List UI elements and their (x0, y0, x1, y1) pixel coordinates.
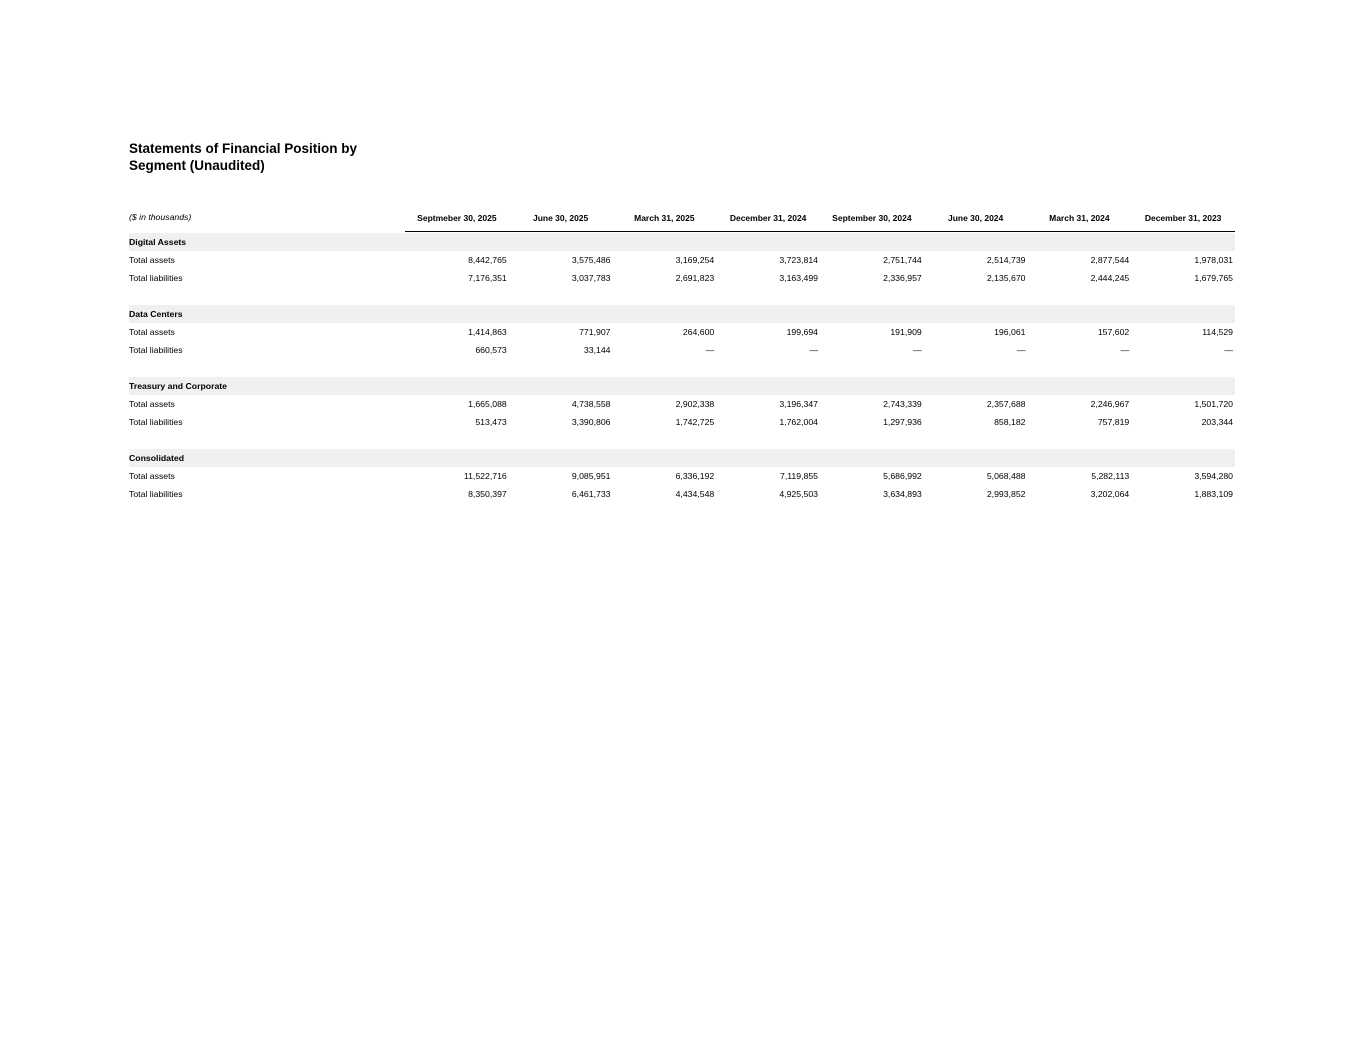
section-spacer (129, 359, 1235, 377)
table-cell: 4,434,548 (675, 489, 715, 499)
table-cell: 8,442,765 (468, 255, 507, 265)
column-header: March 31, 2024 (1049, 212, 1110, 223)
section-spacer (129, 287, 1235, 305)
table-cell: 2,357,688 (986, 399, 1026, 409)
table-cell: 199,694 (786, 327, 818, 337)
table-cell: 3,723,814 (779, 255, 818, 265)
section-header-row (129, 305, 1235, 323)
table-cell: 4,925,503 (779, 489, 818, 499)
section-title: Digital Assets (129, 237, 187, 247)
table-cell: — (913, 345, 922, 355)
section-title: Consolidated (129, 453, 185, 463)
table-cell: 7,176,351 (468, 273, 507, 283)
table-header-row (129, 205, 1235, 229)
table-cell: 203,344 (1201, 417, 1233, 427)
table-cell: 3,202,064 (1090, 489, 1130, 499)
table-cell: 4,738,558 (571, 399, 611, 409)
row-label: Total liabilities (129, 417, 183, 427)
table-cell: 264,600 (682, 327, 715, 337)
table-cell: 2,514,739 (986, 255, 1026, 265)
table-cell: 2,751,744 (883, 255, 922, 265)
section-spacer (129, 431, 1235, 449)
row-label: Total liabilities (129, 489, 183, 499)
table-cell: 1,679,765 (1194, 273, 1233, 283)
table-cell: — (1224, 345, 1233, 355)
table-cell: 11,522,716 (463, 471, 507, 481)
table-cell: 5,068,488 (986, 471, 1026, 481)
table-cell: 7,119,855 (779, 471, 818, 481)
column-header: March 31, 2025 (634, 212, 695, 223)
units-label: ($ in thousands) (129, 212, 192, 222)
table-row (129, 467, 1235, 485)
table-cell: 191,909 (890, 327, 922, 337)
table-row (129, 485, 1235, 503)
table-cell: 8,350,397 (468, 489, 507, 499)
page-title: Statements of Financial Position by Segment (Unaudited) (129, 141, 358, 173)
table-cell: 3,390,806 (571, 417, 611, 427)
table-cell: 2,743,339 (883, 399, 922, 409)
table-cell: 196,061 (994, 327, 1026, 337)
column-header: September 30, 2024 (832, 212, 912, 223)
table-cell: — (1016, 345, 1026, 355)
table-cell: 1,501,720 (1194, 399, 1233, 409)
table-cell: 2,336,957 (883, 273, 922, 283)
table-cell: 1,297,936 (883, 417, 922, 427)
table-cell: — (705, 345, 715, 355)
column-header: December 31, 2023 (1144, 212, 1222, 223)
table-row (129, 341, 1235, 359)
section-header-row (129, 233, 1235, 251)
section-header-row (129, 377, 1235, 395)
table-row (129, 323, 1235, 341)
section-title: Treasury and Corporate (129, 381, 228, 391)
table-row (129, 413, 1235, 431)
table-row (129, 251, 1235, 269)
column-header: June 30, 2025 (532, 212, 589, 223)
table-cell: 1,414,863 (468, 327, 507, 337)
section-title: Data Centers (129, 309, 183, 319)
column-header: Septmeber 30, 2025 (417, 212, 497, 223)
table-cell: 3,037,783 (571, 273, 611, 283)
table-cell: 3,163,499 (779, 273, 818, 283)
table-cell: 9,085,951 (571, 471, 611, 481)
row-label: Total assets (129, 327, 175, 337)
table-cell: 3,634,893 (883, 489, 922, 499)
table-cell: 1,883,109 (1194, 489, 1233, 499)
table-cell: 3,169,254 (675, 255, 715, 265)
table-cell: 1,762,004 (779, 417, 818, 427)
row-label: Total liabilities (129, 273, 183, 283)
table-cell: 2,993,852 (986, 489, 1026, 499)
table-cell: 771,907 (579, 327, 611, 337)
table-cell: 757,819 (1097, 417, 1130, 427)
row-label: Total assets (129, 255, 175, 265)
table-cell: 2,902,338 (675, 399, 715, 409)
table-cell: 3,594,280 (1194, 471, 1233, 481)
table-cell: 5,282,113 (1091, 471, 1130, 481)
table-cell: 2,444,245 (1090, 273, 1130, 283)
table-cell: 2,691,823 (675, 273, 715, 283)
row-label: Total liabilities (129, 345, 183, 355)
column-header: December 31, 2024 (729, 212, 807, 223)
column-header: June 30, 2024 (947, 212, 1004, 223)
table-cell: 2,135,670 (986, 273, 1026, 283)
row-label: Total assets (129, 471, 175, 481)
table-row (129, 395, 1235, 413)
table-cell: 114,529 (1202, 327, 1233, 337)
table-cell: 3,575,486 (571, 255, 611, 265)
table-cell: 858,182 (994, 417, 1026, 427)
table-cell: 2,246,967 (1090, 399, 1130, 409)
financial-position-table (129, 205, 1235, 503)
table-cell: 6,336,192 (675, 471, 715, 481)
table-cell: 2,877,544 (1090, 255, 1130, 265)
table-cell: — (809, 345, 818, 355)
table-cell: — (1120, 345, 1130, 355)
table-cell: 157,602 (1097, 327, 1130, 337)
table-cell: 513,473 (475, 417, 507, 427)
table-cell: 5,686,992 (883, 471, 922, 481)
table-cell: 33,144 (583, 345, 611, 355)
column-headers (405, 205, 1235, 232)
section-header-row (129, 449, 1235, 467)
table-cell: 660,573 (475, 345, 507, 355)
row-label: Total assets (129, 399, 175, 409)
table-cell: 3,196,347 (779, 399, 818, 409)
table-cell: 1,742,725 (675, 417, 715, 427)
table-cell: 1,978,031 (1194, 255, 1233, 265)
table-cell: 6,461,733 (571, 489, 611, 499)
table-cell: 1,665,088 (468, 399, 507, 409)
table-row (129, 269, 1235, 287)
table-body (129, 233, 1235, 503)
